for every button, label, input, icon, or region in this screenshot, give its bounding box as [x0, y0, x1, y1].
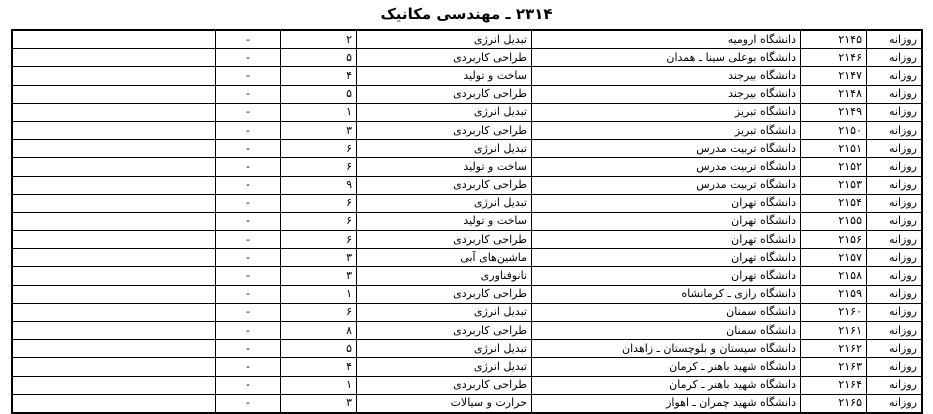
cell-study-type: روزانه — [867, 340, 923, 358]
cell-university: دانشگاه بیرجند — [532, 67, 801, 85]
cell-program-code: ۲۱۶۲ — [801, 340, 867, 358]
cell-dash: - — [216, 212, 281, 230]
page-title: ۲۳۱۴ ـ مهندسی مکانیک — [380, 5, 553, 23]
cell-university: دانشگاه شهید باهنر ـ کرمان — [532, 376, 801, 394]
cell-capacity: ۸ — [281, 322, 357, 340]
cell-capacity: ۱ — [281, 376, 357, 394]
cell-program-code: ۲۱۴۶ — [801, 49, 867, 67]
cell-specialty: تبدیل انرژی — [357, 30, 532, 49]
cell-specialty: ساخت و تولید — [357, 67, 532, 85]
cell-specialty: تبدیل انرژی — [357, 303, 532, 321]
cell-program-code: ۲۱۶۳ — [801, 358, 867, 376]
cell-capacity: ۶ — [281, 212, 357, 230]
cell-program-code: ۲۱۵۹ — [801, 285, 867, 303]
cell-university: دانشگاه تربیت مدرس — [532, 176, 801, 194]
cell-empty — [12, 85, 216, 103]
cell-study-type: روزانه — [867, 30, 923, 49]
table-row — [12, 358, 922, 376]
cell-specialty: طراحی کاربردی — [357, 322, 532, 340]
cell-university: دانشگاه شهید چمران ـ اهواز — [532, 394, 801, 413]
cell-university: دانشگاه سمنان — [532, 322, 801, 340]
cell-specialty: حرارت و سیالات — [357, 394, 532, 413]
cell-study-type: روزانه — [867, 85, 923, 103]
cell-study-type: روزانه — [867, 231, 923, 249]
cell-dash: - — [216, 49, 281, 67]
cell-university: دانشگاه تربیت مدرس — [532, 158, 801, 176]
table-row — [12, 67, 922, 85]
cell-study-type: روزانه — [867, 194, 923, 212]
cell-specialty: طراحی کاربردی — [357, 85, 532, 103]
cell-empty — [12, 249, 216, 267]
cell-dash: - — [216, 30, 281, 49]
cell-university: دانشگاه تبریز — [532, 121, 801, 139]
cell-program-code: ۲۱۶۱ — [801, 322, 867, 340]
cell-dash: - — [216, 121, 281, 139]
cell-dash: - — [216, 267, 281, 285]
cell-program-code: ۲۱۴۹ — [801, 103, 867, 121]
programs-table — [11, 29, 923, 414]
cell-specialty: طراحی کاربردی — [357, 121, 532, 139]
cell-specialty: طراحی کاربردی — [357, 49, 532, 67]
cell-study-type: روزانه — [867, 267, 923, 285]
cell-dash: - — [216, 394, 281, 413]
cell-dash: - — [216, 194, 281, 212]
cell-empty — [12, 49, 216, 67]
cell-program-code: ۲۱۵۸ — [801, 267, 867, 285]
cell-specialty: نانوفناوری — [357, 267, 532, 285]
cell-university: دانشگاه تبریز — [532, 103, 801, 121]
cell-capacity: ۶ — [281, 140, 357, 158]
cell-empty — [12, 67, 216, 85]
table-row — [12, 103, 922, 121]
cell-dash: - — [216, 340, 281, 358]
cell-study-type: روزانه — [867, 176, 923, 194]
cell-capacity: ۳ — [281, 121, 357, 139]
cell-study-type: روزانه — [867, 285, 923, 303]
table-row — [12, 285, 922, 303]
cell-study-type: روزانه — [867, 103, 923, 121]
cell-capacity: ۲ — [281, 30, 357, 49]
cell-dash: - — [216, 376, 281, 394]
cell-study-type: روزانه — [867, 249, 923, 267]
table-row — [12, 340, 922, 358]
cell-capacity: ۶ — [281, 231, 357, 249]
cell-capacity: ۵ — [281, 49, 357, 67]
cell-dash: - — [216, 176, 281, 194]
table-row — [12, 394, 922, 413]
cell-program-code: ۲۱۵۰ — [801, 121, 867, 139]
cell-empty — [12, 103, 216, 121]
cell-capacity: ۱ — [281, 103, 357, 121]
table-row — [12, 49, 922, 67]
cell-program-code: ۲۱۵۴ — [801, 194, 867, 212]
cell-university: دانشگاه ارومیه — [532, 30, 801, 49]
cell-program-code: ۲۱۶۵ — [801, 394, 867, 413]
cell-capacity: ۳ — [281, 394, 357, 413]
cell-dash: - — [216, 85, 281, 103]
cell-university: دانشگاه بوعلی سینا ـ همدان — [532, 49, 801, 67]
cell-empty — [12, 285, 216, 303]
cell-dash: - — [216, 231, 281, 249]
table-row — [12, 194, 922, 212]
cell-specialty: تبدیل انرژی — [357, 140, 532, 158]
table-row — [12, 376, 922, 394]
cell-study-type: روزانه — [867, 322, 923, 340]
cell-empty — [12, 212, 216, 230]
cell-specialty: تبدیل انرژی — [357, 103, 532, 121]
cell-capacity: ۱ — [281, 285, 357, 303]
cell-study-type: روزانه — [867, 121, 923, 139]
cell-dash: - — [216, 322, 281, 340]
cell-university: دانشگاه تهران — [532, 231, 801, 249]
cell-capacity: ۵ — [281, 85, 357, 103]
cell-empty — [12, 158, 216, 176]
cell-specialty: طراحی کاربردی — [357, 285, 532, 303]
cell-university: دانشگاه تهران — [532, 194, 801, 212]
cell-university: دانشگاه سمنان — [532, 303, 801, 321]
cell-specialty: تبدیل انرژی — [357, 358, 532, 376]
cell-empty — [12, 322, 216, 340]
table-row — [12, 140, 922, 158]
cell-capacity: ۳ — [281, 267, 357, 285]
table-body — [12, 30, 922, 413]
cell-specialty: ساخت و تولید — [357, 158, 532, 176]
cell-capacity: ۴ — [281, 67, 357, 85]
cell-empty — [12, 358, 216, 376]
cell-study-type: روزانه — [867, 158, 923, 176]
cell-study-type: روزانه — [867, 394, 923, 413]
cell-study-type: روزانه — [867, 140, 923, 158]
cell-university: دانشگاه تربیت مدرس — [532, 140, 801, 158]
cell-specialty: ساخت و تولید — [357, 212, 532, 230]
cell-study-type: روزانه — [867, 212, 923, 230]
cell-program-code: ۲۱۴۵ — [801, 30, 867, 49]
cell-dash: - — [216, 158, 281, 176]
cell-dash: - — [216, 249, 281, 267]
cell-study-type: روزانه — [867, 67, 923, 85]
cell-program-code: ۲۱۵۲ — [801, 158, 867, 176]
cell-study-type: روزانه — [867, 303, 923, 321]
cell-empty — [12, 394, 216, 413]
cell-study-type: روزانه — [867, 358, 923, 376]
cell-program-code: ۲۱۴۷ — [801, 67, 867, 85]
table-row — [12, 322, 922, 340]
cell-program-code: ۲۱۵۶ — [801, 231, 867, 249]
table-row — [12, 30, 922, 49]
cell-empty — [12, 140, 216, 158]
cell-program-code: ۲۱۶۰ — [801, 303, 867, 321]
table-row — [12, 303, 922, 321]
cell-empty — [12, 303, 216, 321]
cell-program-code: ۲۱۵۳ — [801, 176, 867, 194]
cell-university: دانشگاه سیستان و بلوچستان ـ زاهدان — [532, 340, 801, 358]
cell-capacity: ۶ — [281, 303, 357, 321]
cell-university: دانشگاه شهید باهنر ـ کرمان — [532, 358, 801, 376]
cell-program-code: ۲۱۵۵ — [801, 212, 867, 230]
cell-empty — [12, 340, 216, 358]
cell-specialty: تبدیل انرژی — [357, 194, 532, 212]
cell-empty — [12, 176, 216, 194]
cell-empty — [12, 121, 216, 139]
cell-dash: - — [216, 140, 281, 158]
table-row — [12, 212, 922, 230]
cell-program-code: ۲۱۴۸ — [801, 85, 867, 103]
cell-program-code: ۲۱۵۱ — [801, 140, 867, 158]
cell-dash: - — [216, 358, 281, 376]
cell-university: دانشگاه تهران — [532, 212, 801, 230]
cell-capacity: ۶ — [281, 158, 357, 176]
cell-program-code: ۲۱۶۴ — [801, 376, 867, 394]
table-row — [12, 121, 922, 139]
cell-empty — [12, 376, 216, 394]
cell-dash: - — [216, 67, 281, 85]
cell-capacity: ۳ — [281, 249, 357, 267]
cell-dash: - — [216, 303, 281, 321]
cell-capacity: ۹ — [281, 176, 357, 194]
cell-capacity: ۵ — [281, 340, 357, 358]
cell-specialty: طراحی کاربردی — [357, 176, 532, 194]
cell-university: دانشگاه تهران — [532, 267, 801, 285]
cell-empty — [12, 194, 216, 212]
cell-study-type: روزانه — [867, 376, 923, 394]
cell-specialty: طراحی کاربردی — [357, 231, 532, 249]
cell-capacity: ۴ — [281, 358, 357, 376]
table-row — [12, 267, 922, 285]
table-row — [12, 231, 922, 249]
cell-specialty: طراحی کاربردی — [357, 376, 532, 394]
cell-empty — [12, 30, 216, 49]
table-row — [12, 176, 922, 194]
cell-empty — [12, 231, 216, 249]
cell-university: دانشگاه تهران — [532, 249, 801, 267]
table-row — [12, 85, 922, 103]
cell-empty — [12, 267, 216, 285]
cell-capacity: ۶ — [281, 194, 357, 212]
table-row — [12, 158, 922, 176]
cell-program-code: ۲۱۵۷ — [801, 249, 867, 267]
cell-specialty: ماشین‌های آبی — [357, 249, 532, 267]
cell-university: دانشگاه بیرجند — [532, 85, 801, 103]
cell-study-type: روزانه — [867, 49, 923, 67]
cell-specialty: تبدیل انرژی — [357, 340, 532, 358]
table-row — [12, 249, 922, 267]
cell-dash: - — [216, 285, 281, 303]
cell-dash: - — [216, 103, 281, 121]
cell-university: دانشگاه رازی ـ کرمانشاه — [532, 285, 801, 303]
